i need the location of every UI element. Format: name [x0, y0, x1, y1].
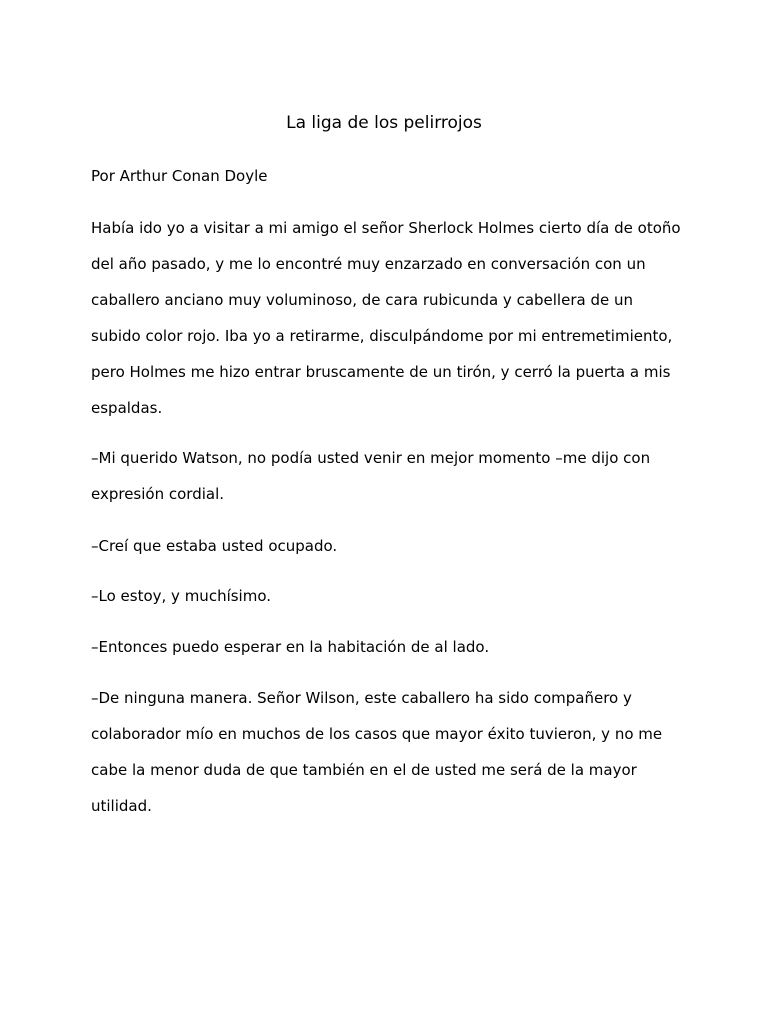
document-title: La liga de los pelirrojos	[286, 113, 482, 133]
author-line: Por Arthur Conan Doyle	[91, 167, 268, 185]
paragraph-3: –Creí que estaba usted ocupado.	[91, 537, 338, 555]
paragraph-2: –Mi querido Watson, no podía usted venir en mejor momento –me dijo con expresión cordial.	[91, 449, 651, 503]
paragraph-4: –Lo estoy, y muchísimo.	[91, 587, 272, 605]
paragraph-5: –Entonces puedo esperar en la habitación de al lado.	[91, 638, 490, 656]
paragraph-6: –De ninguna manera. Señor Wilson, este caballero ha sido compañero y colaborador mío en muchos de los casos que mayor éxito tuvieron, y no me cabe la menor duda de que también en el de usted me será de la mayor utilidad.	[91, 689, 663, 815]
paragraph-1: Había ido yo a visitar a mi amigo el señor Sherlock Holmes cierto día de otoño del año pasado, y me lo encontré muy enzarzado en conversación con un caballero anciano muy voluminoso, de cara rubicunda y cabellera de un subido color rojo. Iba yo a retirarme, disculpándome por mi entremetimiento, pero Holmes me hizo entrar bruscamente de un tirón, y cerró la puerta a mis espaldas.	[91, 219, 681, 417]
